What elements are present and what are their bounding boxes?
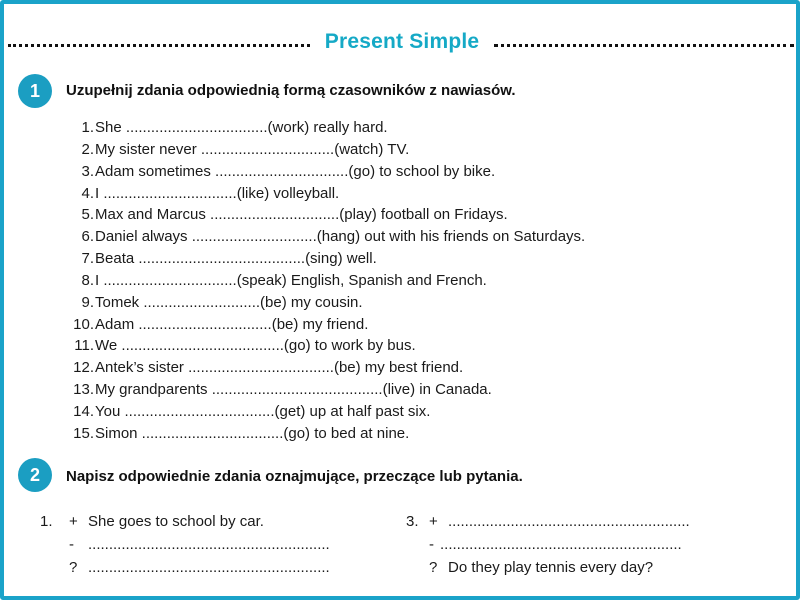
dotted-divider-left xyxy=(8,44,310,47)
exercise-1-badge: 1 xyxy=(18,74,52,108)
item-text: Simon ..................................(go) to bed at nine. xyxy=(95,424,410,442)
item-number: 14. xyxy=(73,402,94,420)
list-item xyxy=(64,292,724,314)
item-number: 9. xyxy=(81,293,94,311)
item-number: 15. xyxy=(73,424,94,442)
item-text: I ................................(speak) English, Spanish and French. xyxy=(95,271,487,289)
item-text: We .......................................(go) to work by bus. xyxy=(95,337,416,355)
item-number: 2. xyxy=(81,140,94,158)
list-item xyxy=(64,161,724,183)
item-text: Max and Marcus ...............................(play) football on Fridays. xyxy=(95,206,508,224)
title-row xyxy=(4,30,796,54)
exercise-1-list xyxy=(64,117,724,445)
negative-answer-line: .......................................................... xyxy=(440,536,682,553)
affirmative-sentence: She goes to school by car. xyxy=(88,513,264,530)
exercise-2-instruction: Napisz odpowiednie zdania oznajmujące, przeczące lub pytania. xyxy=(66,468,523,485)
item-text: Adam sometimes ................................(go) to school by bike. xyxy=(95,162,496,180)
list-item xyxy=(64,204,724,226)
item-number: 8. xyxy=(81,271,94,289)
list-item xyxy=(64,379,724,401)
item-text: Daniel always ..............................(hang) out with his friends on Saturdays. xyxy=(95,228,586,246)
item-number: 13. xyxy=(73,381,94,399)
item-number: 7. xyxy=(81,250,94,268)
list-item xyxy=(64,314,724,336)
item-number: 6. xyxy=(81,228,94,246)
item-number: 11. xyxy=(74,337,94,355)
list-item xyxy=(64,423,724,445)
item-number: 3. xyxy=(81,162,94,180)
item-number: 3. xyxy=(406,513,419,530)
worksheet-title: Present Simple xyxy=(324,30,480,53)
item-number: 12. xyxy=(73,359,94,377)
question-sign: ? xyxy=(69,559,78,576)
item-number: 10. xyxy=(73,315,94,333)
list-item xyxy=(64,183,724,205)
item-number: 4. xyxy=(81,184,94,202)
item-text: Adam ................................(be) my friend. xyxy=(95,315,369,333)
item-number: 5. xyxy=(81,206,94,224)
item-text: You ....................................(get) up at half past six. xyxy=(95,402,431,420)
item-text: Beata ........................................(sing) well. xyxy=(95,250,377,268)
list-item xyxy=(64,357,724,379)
question-answer-line: .......................................................... xyxy=(88,559,330,576)
item-number: 1. xyxy=(81,119,94,136)
exercise-2-badge: 2 xyxy=(18,458,52,492)
list-item xyxy=(64,139,724,161)
item-text: Antek’s sister ...................................(be) my best friend. xyxy=(95,359,464,377)
minus-sign: - xyxy=(69,536,74,553)
item-text: Tomek ............................(be) my cousin. xyxy=(95,293,363,311)
list-item xyxy=(64,401,724,423)
list-item xyxy=(64,117,724,139)
negative-answer-line: .......................................................... xyxy=(88,536,330,553)
item-text: I ................................(like) volleyball. xyxy=(95,184,340,202)
list-item xyxy=(64,248,724,270)
item-number: 1. xyxy=(40,513,53,530)
plus-sign: + xyxy=(69,513,78,530)
question-sentence: Do they play tennis every day? xyxy=(448,559,654,576)
item-text: She ..................................(work) really hard. xyxy=(95,119,388,136)
minus-sign: - xyxy=(429,536,434,553)
exercise-1-instruction: Uzupełnij zdania odpowiednią formą czasowników z nawiasów. xyxy=(66,82,516,99)
item-text: My sister never ................................(watch) TV. xyxy=(95,140,410,158)
plus-sign: + xyxy=(429,513,438,530)
dotted-divider-right xyxy=(494,44,794,47)
item-text: My grandparents .........................................(live) in Canada. xyxy=(95,381,492,399)
affirmative-answer-line: .......................................................... xyxy=(448,513,690,530)
list-item xyxy=(64,335,724,357)
question-sign: ? xyxy=(429,559,438,576)
list-item xyxy=(64,270,724,292)
list-item xyxy=(64,226,724,248)
